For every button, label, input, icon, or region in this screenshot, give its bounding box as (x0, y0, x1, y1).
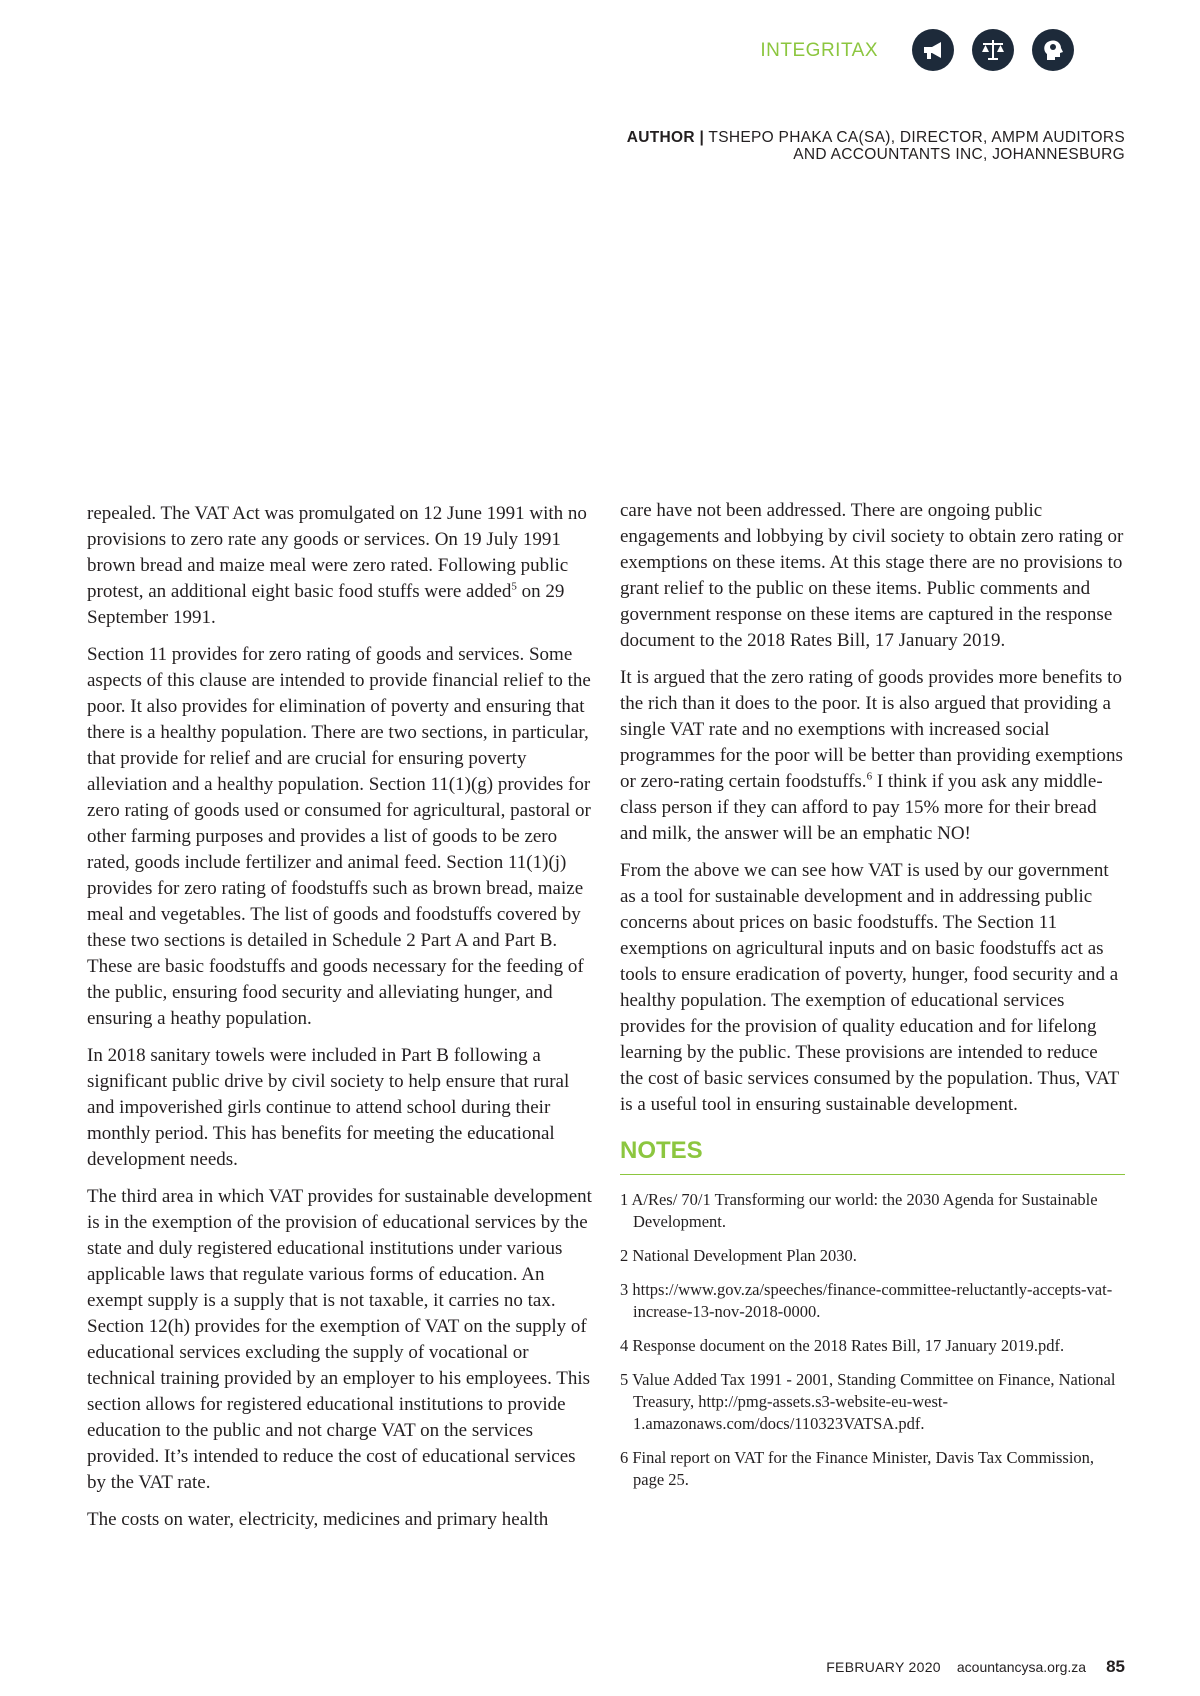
footnote-ref-6: 6 (866, 770, 873, 783)
footnote-ref-5: 5 (511, 580, 517, 593)
website-link[interactable]: acountancysa.org.za (956, 1659, 1087, 1675)
left-paragraph-1-text: repealed. The VAT Act was promulgated on 12 June 1991 with no provisions to zero rate any goods or services. On 19 July 1991 brown bread and maize meal were zero rated. Following public protest, an additional eight basic food stuffs were added (87, 503, 587, 602)
left-paragraph-2: Section 11 provides for zero rating of goods and services. Some aspects of this clause are intended to provide financial relief to the poor. It also provides for elimination of poverty and ensuring that there is a healthy population. There are two sections, in particular, that provide for relief and are crucial for ensuring poverty alleviation and a healthy population. Section 11(1)(g) provides for zero rating of goods used or consumed for agricultural, pastoral or other farming purposes and provides a list of goods to be zero rated, goods include fertilizer and animal feed. Section 11(1)(j) provides for zero rating of foodstuffs such as brown bread, maize meal and vegetables. The list of goods and foodstuffs covered by these two sections is detailed in Schedule 2 Part A and Part B. These are basic foodstuffs and goods necessary for the feeding of the public, ensuring food security and alleviating hunger, and ensuring a heathy population. (87, 644, 591, 1029)
notes-heading: NOTES (620, 1138, 1125, 1175)
megaphone-icon (912, 29, 954, 71)
note-item: 5 Value Added Tax 1991 - 2001, Standing Committee on Finance, National Treasury, http://pmg-assets.s3-website-eu-west-1.amazonaws.com/docs/110323VATSA.pdf. (620, 1370, 1116, 1433)
note-item: 6 Final report on VAT for the Finance Minister, Davis Tax Commission, page 25. (620, 1448, 1095, 1489)
right-paragraph-1: care have not been addressed. There are ongoing public engagements and lobbying by civil society to obtain zero rating or exemptions on these items. At this stage there are no provisions to grant relief to the public on these items. Public comments and government response on these items are captured in the response document to the 2018 Rates Bill, 17 January 2019. (620, 500, 1124, 651)
right-paragraph-2 (620, 665, 1125, 847)
notes-list (620, 1189, 1125, 1491)
issue-date: FEBRUARY 2020 (826, 1659, 941, 1675)
head-profile-icon (1032, 29, 1074, 71)
scales-icon (972, 29, 1014, 71)
brand-header (760, 27, 1074, 73)
author-byline (627, 129, 1125, 163)
author-line-1: TSHEPO PHAKA CA(SA), DIRECTOR, AMPM AUDITORS (708, 129, 1125, 146)
note-item: 4 Response document on the 2018 Rates Bill, 17 January 2019.pdf. (620, 1336, 1065, 1355)
page-number: 85 (1106, 1657, 1125, 1676)
right-paragraph-2-text: It is argued that the zero rating of goods provides more benefits to the rich than it does to the poor. It is also argued that providing a single VAT rate and no exemptions with increased social programmes for the poor will be better than providing exemptions or zero-rating certain foodstuffs. (620, 667, 1123, 792)
left-paragraph-1 (87, 501, 597, 631)
note-item: 2 National Development Plan 2030. (620, 1246, 857, 1265)
left-paragraph-5: The costs on water, electricity, medicines and primary health (87, 1509, 549, 1530)
page-footer (826, 1657, 1125, 1677)
author-label: AUTHOR | (626, 129, 705, 146)
left-paragraph-1-tail: on 29 September 1991. (87, 581, 565, 628)
right-paragraph-2-tail: I think if you ask any middle-class person if they can afford to pay 15% more for their bread and milk, the answer will be an emphatic NO! (620, 771, 1103, 844)
note-item: 3 https://www.gov.za/speeches/finance-committee-reluctantly-accepts-vat-increase-13-nov-2018-0000. (620, 1280, 1113, 1321)
right-paragraph-3: From the above we can see how VAT is used by our government as a tool for sustainable development and in addressing public concerns about prices on basic foodstuffs. The Section 11 exemptions on agricultural inputs and on basic foodstuffs act as tools to ensure eradication of poverty, hunger, food security and a healthy population. The exemption of educational services provides for the provision of quality education and for lifelong learning by the public. These provisions are intended to reduce the cost of basic services consumed by the population. Thus, VAT is a useful tool in ensuring sustainable development. (620, 860, 1119, 1115)
right-column (620, 498, 1125, 1503)
note-item: 1 A/Res/ 70/1 Transforming our world: the 2030 Agenda for Sustainable Development. (620, 1190, 1098, 1231)
left-paragraph-4: The third area in which VAT provides for sustainable development is in the exemption of the provision of educational services by the state and duly registered educational institutions under various applicable laws that regulate various forms of education. An exempt supply is a supply that is not taxable, it carries no tax. Section 12(h) provides for the exemption of VAT on the supply of educational services excluding the supply of vocational or technical training provided by an employer to his employees. This section allows for registered educational institutions to provide education to the public and not charge VAT on the services provided. It’s intended to reduce the cost of educational services by the VAT rate. (87, 1186, 592, 1493)
left-paragraph-3: In 2018 sanitary towels were included in Part B following a significant public drive by civil society to help ensure that rural and impoverished girls continue to attend school during their monthly period. This has benefits for meeting the educational development needs. (87, 1045, 570, 1170)
left-column (87, 501, 597, 1544)
brand-name: INTEGRITAX (760, 40, 878, 61)
author-line-2: AND ACCOUNTANTS INC, JOHANNESBURG (793, 146, 1125, 163)
